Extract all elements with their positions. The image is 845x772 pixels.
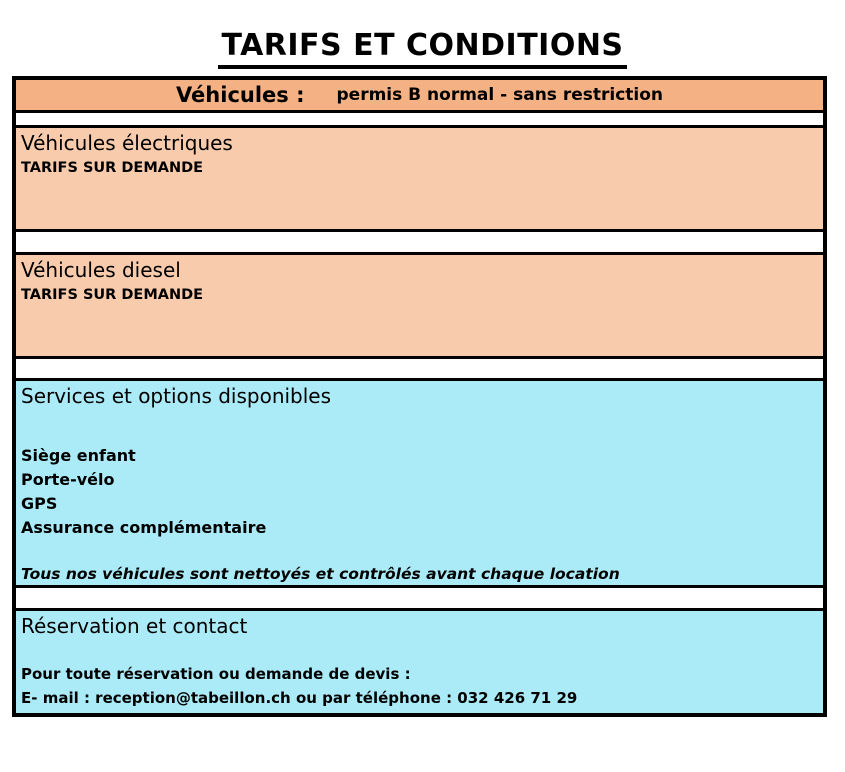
section-title: Services et options disponibles <box>21 384 332 408</box>
section-services-options <box>16 381 823 588</box>
section-title: Véhicules diesel <box>21 258 181 282</box>
title-area <box>0 0 845 76</box>
blank-space <box>21 540 817 563</box>
section-title: Véhicules électriques <box>21 131 233 155</box>
spacer-row <box>16 359 823 381</box>
section-diesel-vehicles <box>16 255 823 359</box>
table-header-row <box>16 80 823 113</box>
permit-type-label: permis B normal - sans restriction <box>336 85 664 105</box>
service-item-gps: GPS <box>21 494 58 513</box>
tariff-table <box>12 76 827 717</box>
page-title: TARIFS ET CONDITIONS <box>218 28 626 69</box>
service-item-bike-rack: Porte-vélo <box>21 470 115 489</box>
contact-details: E- mail : reception@tabeillon.ch ou par téléphone : 032 426 71 29 <box>21 689 578 707</box>
vehicle-class-label: Véhicules : <box>175 83 305 107</box>
blank-space <box>21 410 817 444</box>
tariffs-on-request-note: TARIFS SUR DEMANDE <box>21 287 204 303</box>
section-electric-vehicles <box>16 128 823 232</box>
section-title: Réservation et contact <box>21 614 248 638</box>
spacer-row <box>16 113 823 128</box>
spacer-row <box>16 588 823 611</box>
cleaning-note: Tous nos véhicules sont nettoyés et contrôlés avant chaque location <box>21 565 620 583</box>
contact-intro: Pour toute réservation ou demande de devis : <box>21 665 411 683</box>
section-reservation-contact <box>16 611 823 713</box>
service-item-extra-insurance: Assurance complémentaire <box>21 518 267 537</box>
tariffs-on-request-note: TARIFS SUR DEMANDE <box>21 160 204 176</box>
service-item-child-seat: Siège enfant <box>21 446 136 465</box>
spacer-row <box>16 232 823 255</box>
blank-space <box>21 640 817 662</box>
